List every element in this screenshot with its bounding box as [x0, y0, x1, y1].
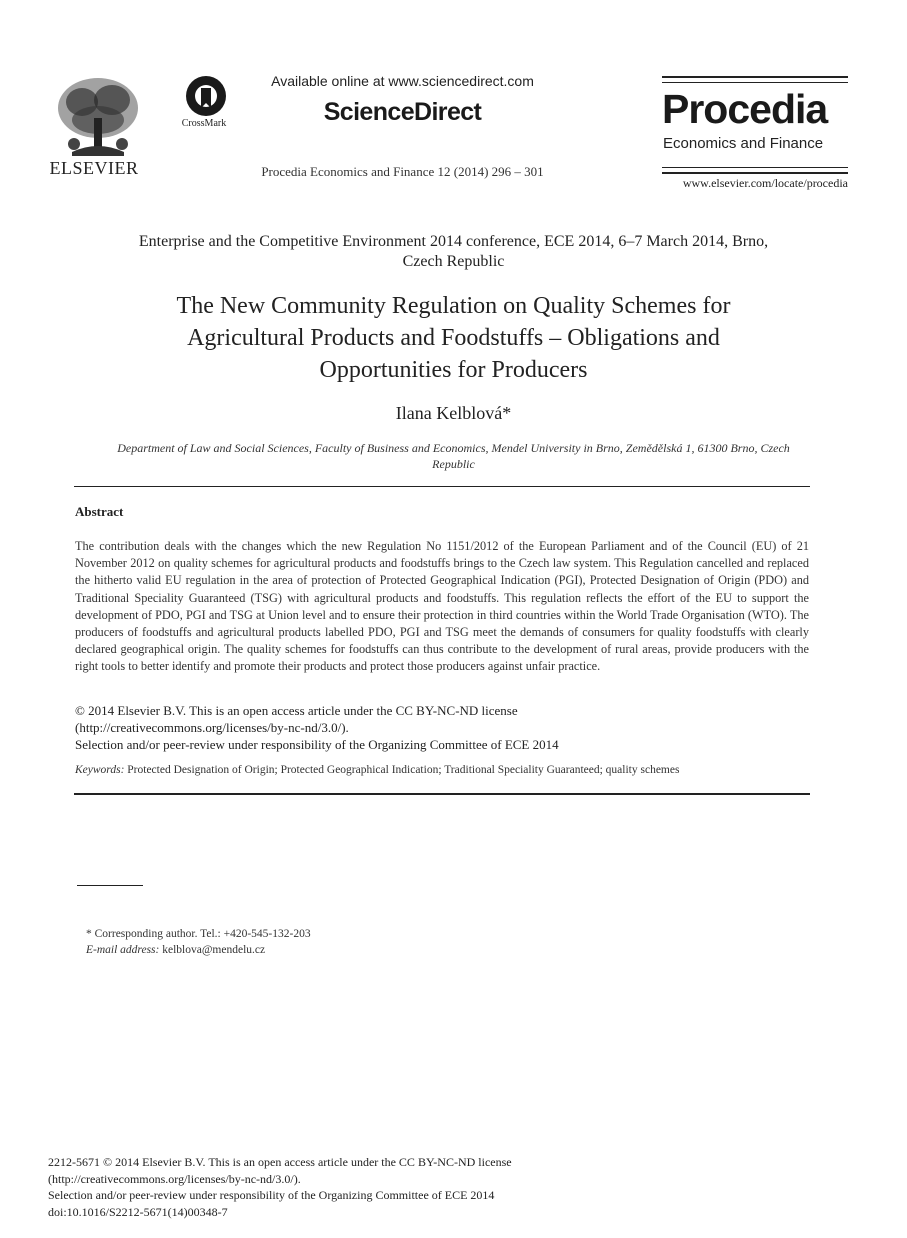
footer-line-1: 2212-5671 © 2014 Elsevier B.V. This is an open access article under the CC BY-NC-ND license	[48, 1155, 512, 1169]
title-line-1: The New Community Regulation on Quality Schemes for	[176, 293, 731, 319]
conference-line-1: Enterprise and the Competitive Environment 2014 conference, ECE 2014, 6–7 March 2014, Brno,	[138, 233, 769, 250]
author-name: Ilana Kelblová*	[395, 403, 512, 423]
journal-reference: Procedia Economics and Finance 12 (2014) 296 – 301	[261, 164, 544, 179]
email-address-link[interactable]: kelblova@mendelu.cz	[159, 944, 266, 956]
journal-rule-mid-thick	[662, 172, 848, 174]
footer-doi[interactable]: doi:10.1016/S2212-5671(14)00348-7	[48, 1204, 228, 1219]
license-line-3: Selection and/or peer-review under responsibility of the Organizing Committee of ECE 2014	[75, 737, 559, 752]
footer-license-link[interactable]: (http://creativecommons.org/licenses/by-nc-nd/3.0/).	[48, 1171, 301, 1186]
affiliation-line-2: Republic	[432, 457, 475, 471]
page-footer	[48, 1154, 748, 1220]
abstract-body: The contribution deals with the changes which the new Regulation No 1151/2012 of the European Parliament and of the Council (EU) of 21 November 2012 on quality schemes for agricultural products and foodstuffs brings to the Czech law system. This Regulation cancelled and replaced the hitherto valid EU regulation in the area of protection of Protected Geographical Indication (PGI), Protected Designation of Origin (PDO) and Traditional Speciality Guaranteed (TSG) with agricultural products and foodstuffs. This regulation reflects the effort of the EU to support the development of PDO, PGI and TSG at Union level and to ensure their protection in third countries within the World Trade Organisation (WTO). The producers of foodstuffs and agricultural products labelled PDO, PGI and TSG meet the demands of consumers for quality foodstuffs with clearly declared geographical origin. The quality schemes for foodstuffs can thus contribute to the development of rural areas, provide producers with the right tools to better identify and promote their products and protect those producers against unfair practice.	[75, 539, 809, 674]
journal-rule-top-thin	[662, 82, 848, 83]
abstract-rule-bottom	[74, 793, 810, 795]
journal-rule-mid	[662, 167, 848, 168]
abstract-rule-top	[74, 486, 810, 487]
footnote-rule	[77, 885, 143, 886]
article-title	[100, 290, 807, 386]
abstract-heading: Abstract	[75, 504, 124, 519]
keywords-label: Keywords:	[75, 764, 125, 776]
journal-rule-top	[662, 76, 848, 78]
license-block	[75, 702, 809, 753]
journal-url-link[interactable]: www.elsevier.com/locate/procedia	[682, 176, 848, 190]
title-line-2: Agricultural Products and Foodstuffs – Obligations and	[187, 325, 720, 351]
footnote	[86, 926, 586, 958]
corresponding-author: * Corresponding author. Tel.: +420-545-132-203	[86, 928, 311, 940]
sciencedirect-brand[interactable]: ScienceDirect	[323, 98, 482, 126]
elsevier-wordmark: ELSEVIER	[49, 158, 139, 178]
title-line-3: Opportunities for Producers	[319, 357, 588, 383]
email-line	[86, 942, 586, 958]
crossmark-label: CrossMark	[181, 118, 227, 129]
available-online-text: Available online at www.sciencedirect.com	[271, 73, 534, 89]
affiliation-line-1: Department of Law and Social Sciences, Faculty of Business and Economics, Mendel University in Brno, Zemědělská 1, 61300 Brno, Czech	[117, 441, 790, 455]
author-affiliation	[80, 440, 827, 472]
license-link[interactable]: (http://creativecommons.org/licenses/by-nc-nd/3.0/).	[75, 720, 349, 735]
procedia-subtitle: Economics and Finance	[663, 135, 824, 152]
keywords-line	[75, 764, 809, 776]
conference-info	[60, 232, 847, 272]
conference-line-2: Czech Republic	[402, 253, 505, 270]
procedia-brand: Procedia	[662, 86, 828, 132]
license-line-1: © 2014 Elsevier B.V. This is an open access article under the CC BY-NC-ND license	[75, 703, 518, 718]
footer-line-3: Selection and/or peer-review under responsibility of the Organizing Committee of ECE 2014	[48, 1188, 495, 1202]
keywords-list: Protected Designation of Origin; Protected Geographical Indication; Traditional Speciality Guaranteed; quality schemes	[124, 764, 680, 776]
email-label: E-mail address:	[86, 944, 160, 956]
